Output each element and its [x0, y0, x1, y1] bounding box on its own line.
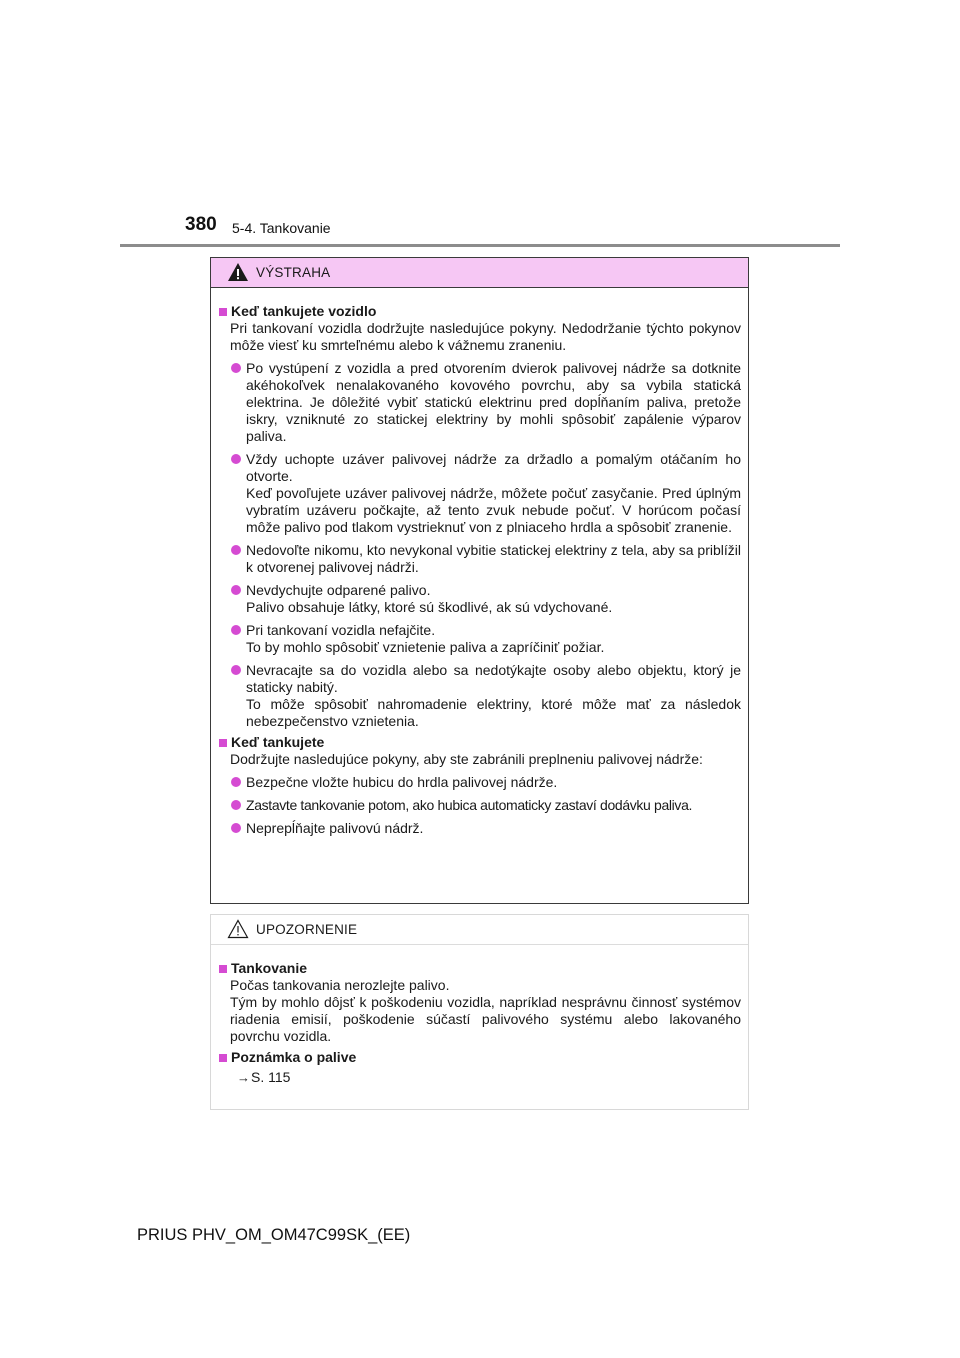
- round-bullet-icon: [231, 545, 241, 555]
- round-bullet-icon: [231, 800, 241, 810]
- warning-box: [210, 257, 749, 904]
- page-number: 380: [185, 214, 217, 235]
- item-heading: Keď tankujete vozidlo: [219, 303, 741, 320]
- notice-box: [210, 914, 749, 1110]
- item-text: Počas tankovania nerozlejte palivo. Tým by mohlo dôjsť k poškodeniu vozidla, napríklad nesprávnu činnosť systémov riadenia emisií, poškodenie súčastí palivového systému alebo lakovaného povrchu vozidla.: [230, 977, 741, 1044]
- list-item: Nevdychujte odparené palivo. Palivo obsahuje látky, ktoré sú škodlivé, ak sú vdychované.: [230, 582, 741, 616]
- round-bullet-icon: [231, 625, 241, 635]
- square-bullet-icon: [219, 308, 227, 316]
- warning-body: [211, 288, 748, 837]
- page-reference-link[interactable]: S. 115: [251, 1069, 291, 1085]
- list-item: Nedovoľte nikomu, kto nevykonal vybitie statickej elektriny z tela, aby sa priblížil k otvorenej palivovej nádrži.: [230, 542, 741, 576]
- round-bullet-icon: [231, 665, 241, 675]
- round-bullet-icon: [231, 823, 241, 833]
- list-item: Po vystúpení z vozidla a pred otvorením dvierok palivovej nádrže sa dotknite akéhokoľvek nenalakovaného kovového povrchu, aby sa vybila statická elektrina. Je dôležité vybiť statickú elektrinu pred dopĺňaním paliva, pretože iskry, vzniknuté zo statickej elektriny by mohli spôsobiť zapálenie výparov paliva.: [230, 360, 741, 445]
- round-bullet-icon: [231, 454, 241, 464]
- warning-label: VÝSTRAHA: [256, 265, 331, 280]
- item-heading: Tankovanie: [219, 960, 741, 977]
- header-rule: [120, 244, 840, 247]
- item-heading: Keď tankujete: [219, 734, 741, 751]
- list-item: Pri tankovaní vozidla nefajčite. To by mohlo spôsobiť vznietenie paliva a zapríčiniť požiar.: [230, 622, 741, 656]
- square-bullet-icon: [219, 739, 227, 747]
- warning-header: [211, 258, 748, 288]
- caution-triangle-icon: [227, 919, 249, 939]
- footer-doc-code: PRIUS PHV_OM_OM47C99SK_(EE): [137, 1226, 411, 1244]
- list-item: Bezpečne vložte hubicu do hrdla palivovej nádrže.: [230, 774, 741, 791]
- round-bullet-icon: [231, 363, 241, 373]
- list-item: Nevracajte sa do vozidla alebo sa nedotýkajte osoby alebo objektu, ktorý je staticky nabitý. To môže spôsobiť nahromadenie elektriny, ktoré môže mať za následok nebezpečenstvo vznietenia.: [230, 662, 741, 730]
- round-bullet-icon: [231, 777, 241, 787]
- warning-triangle-icon: [227, 262, 249, 282]
- item-intro: Dodržujte nasledujúce pokyny, aby ste zabránili preplneniu palivovej nádrže:: [230, 751, 703, 767]
- list-item: Neprepĺňajte palivovú nádrž.: [230, 820, 741, 837]
- notice-header: [211, 915, 748, 945]
- list-item: Vždy uchopte uzáver palivovej nádrže za držadlo a pomalým otáčaním ho otvorte. Keď povoľujete uzáver palivovej nádrže, môžete počuť zasyčanie. Pred úplným vybratím uzáveru počkajte, až tento zvuk nebude počuť. V horúcom počasí môže palivo pod tlakom vystrieknuť von z plniaceho hrdla a spôsobiť zranenie.: [230, 451, 741, 536]
- square-bullet-icon: [219, 1054, 227, 1062]
- notice-label: UPOZORNENIE: [256, 922, 358, 937]
- arrow-right-icon: →: [237, 1070, 250, 1085]
- item-intro: Pri tankovaní vozidla dodržujte nasledujúce pokyny. Nedodržanie týchto pokynov môže viesť ku smrteľnému alebo k vážnemu zraneniu.: [230, 320, 741, 353]
- square-bullet-icon: [219, 965, 227, 973]
- page-reference: [237, 1069, 741, 1086]
- list-item: Zastavte tankovanie potom, ako hubica automaticky zastaví dodávku paliva.: [230, 797, 741, 814]
- item-heading: Poznámka o palive: [219, 1049, 741, 1066]
- round-bullet-icon: [231, 585, 241, 595]
- notice-body: [211, 945, 748, 1086]
- section-title: 5-4. Tankovanie: [232, 220, 331, 236]
